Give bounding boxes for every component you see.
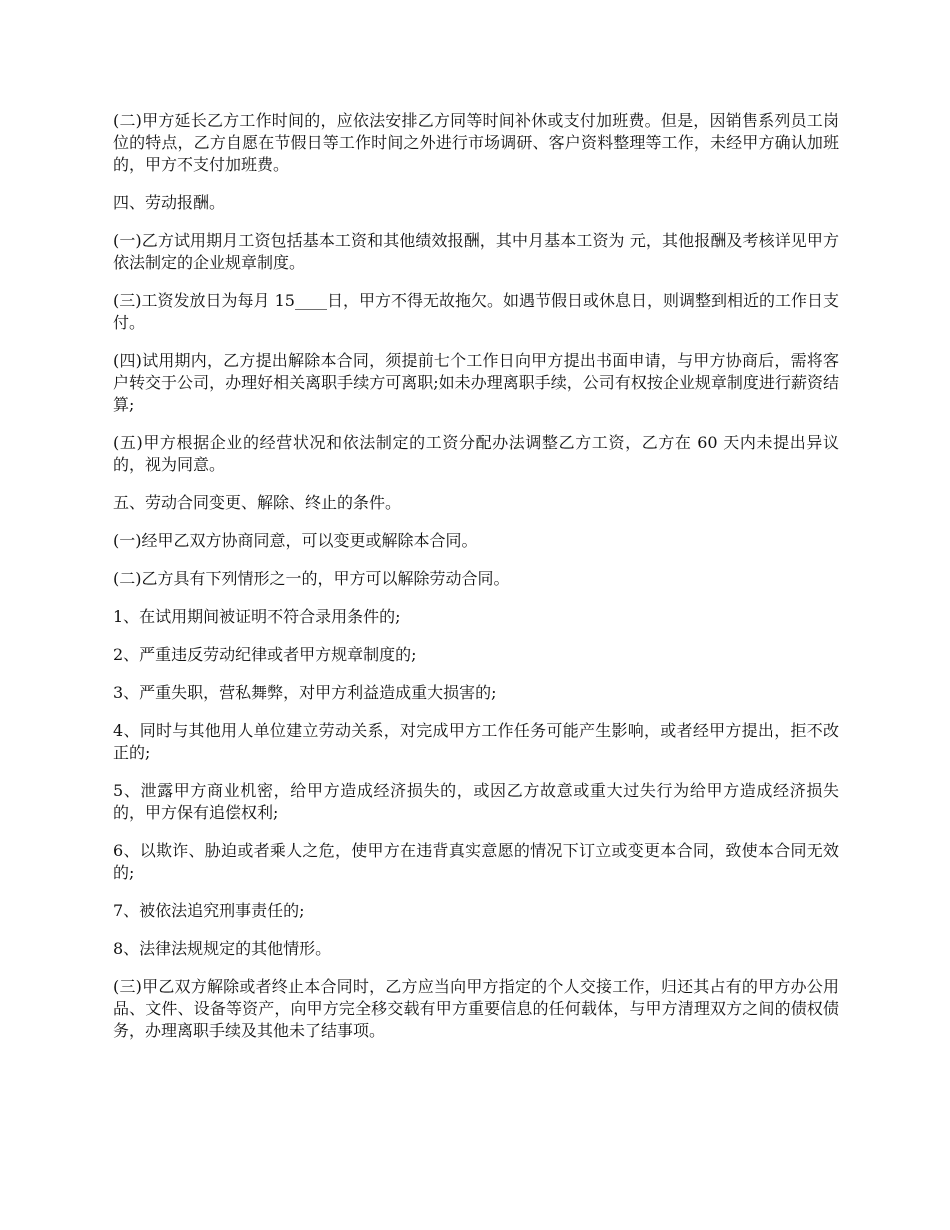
section-heading: 四、劳动报酬。 (113, 193, 226, 212)
document-body (113, 110, 839, 1058)
list-item: 8、法律法规规定的其他情形。 (113, 939, 332, 958)
list-item: 3、严重失职，营私舞弊，对甲方利益造成重大损害的; (113, 683, 497, 702)
paragraph: (五)甲方根据企业的经营状况和依法制定的工资分配办法调整乙方工资，乙方在 60 天内未提出异议的，视为同意。 (113, 433, 839, 474)
list-item: 2、严重违反劳动纪律或者甲方规章制度的; (113, 645, 417, 664)
list-item: 5、泄露甲方商业机密，给甲方造成经济损失的，或因乙方故意或重大过失行为给甲方造成经济损失的，甲方保有追偿权利; (113, 781, 839, 822)
list-item: 6、以欺诈、胁迫或者乘人之危，使甲方在违背真实意愿的情况下订立或变更本合同，致使本合同无效的; (113, 841, 839, 882)
paragraph: (四)试用期内，乙方提出解除本合同，须提前七个工作日向甲方提出书面申请，与甲方协商后，需将客户转交于公司，办理好相关离职手续方可离职;如未办理离职手续，公司有权按企业规章制度进行薪资结算; (113, 351, 839, 414)
paragraph: (一)乙方试用期月工资包括基本工资和其他绩效报酬，其中月基本工资为 元，其他报酬及考核详见甲方依法制定的企业规章制度。 (113, 231, 839, 272)
section-heading: 五、劳动合同变更、解除、终止的条件。 (113, 493, 402, 512)
paragraph: (三)甲乙双方解除或者终止本合同时，乙方应当向甲方指定的个人交接工作，归还其占有的甲方办公用品、文件、设备等资产，向甲方完全移交载有甲方重要信息的任何载体，与甲方清理双方之间的债权债务，办理离职手续及其他未了结事项。 (113, 977, 839, 1040)
paragraph: (二)甲方延长乙方工作时间的，应依法安排乙方同等时间补休或支付加班费。但是，因销售系列员工岗位的特点，乙方自愿在节假日等工作时间之外进行市场调研、客户资料整理等工作，未经甲方确认加班的，甲方不支付加班费。 (113, 111, 839, 174)
list-item: 7、被依法追究刑事责任的; (113, 901, 305, 920)
list-item: 4、同时与其他用人单位建立劳动关系，对完成甲方工作任务可能产生影响，或者经甲方提出，拒不改正的; (113, 721, 839, 762)
paragraph: (三)工资发放日为每月 15____日，甲方不得无故拖欠。如遇节假日或休息日，则调整到相近的工作日支付。 (113, 291, 839, 332)
paragraph: (一)经甲乙双方协商同意，可以变更或解除本合同。 (113, 531, 478, 550)
paragraph: (二)乙方具有下列情形之一的，甲方可以解除劳动合同。 (113, 569, 510, 588)
list-item: 1、在试用期间被证明不符合录用条件的; (113, 607, 401, 626)
